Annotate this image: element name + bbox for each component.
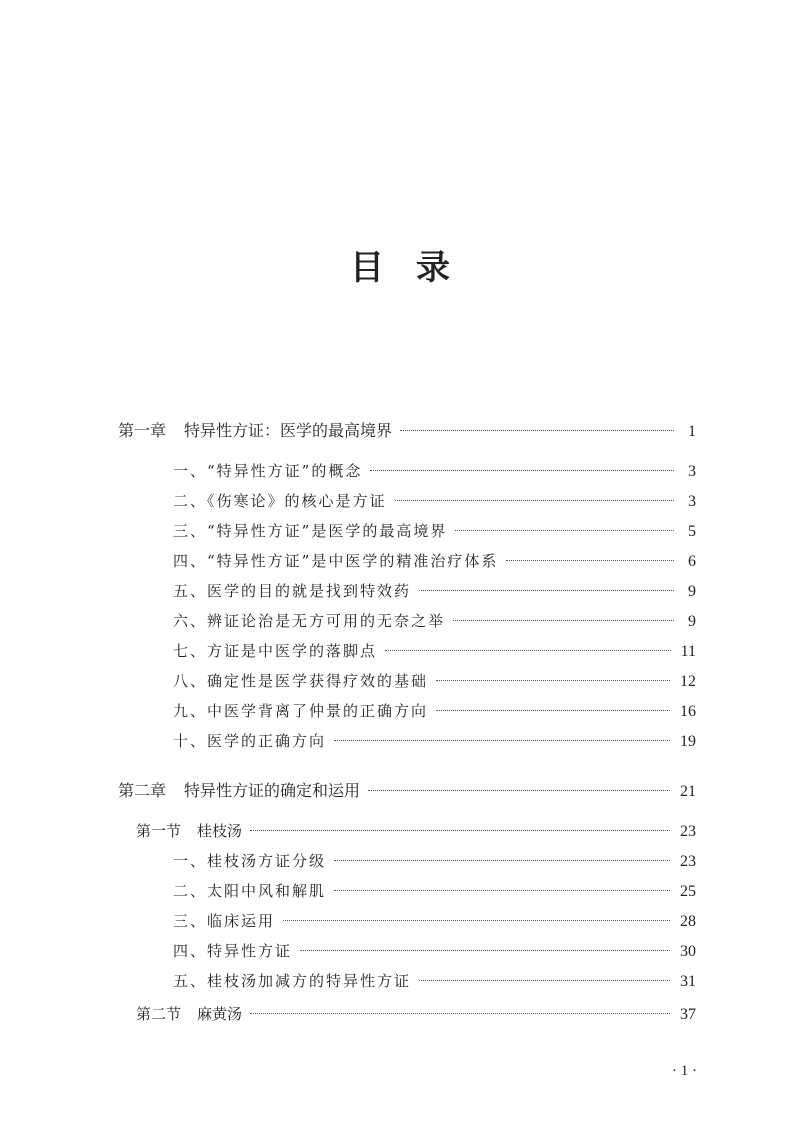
leader-dots	[334, 890, 670, 891]
leader-dots	[400, 430, 674, 431]
toc-item[interactable]	[118, 670, 696, 692]
item-title: 九、中医学背离了仲景的正确方向	[173, 702, 429, 720]
item-title: 十、医学的正确方向	[173, 732, 327, 750]
chapter-number: 第二章	[118, 781, 167, 800]
toc-item[interactable]	[118, 940, 696, 962]
section-number: 第一节	[136, 822, 182, 840]
toc-chapter-label	[118, 780, 368, 802]
leader-dots	[506, 560, 674, 561]
section-title: 麻黄汤	[197, 1005, 243, 1023]
item-title: 七、方证是中医学的落脚点	[173, 642, 378, 660]
leader-dots	[436, 710, 670, 711]
leader-dots	[300, 950, 670, 951]
toc-item[interactable]	[118, 640, 696, 662]
page-number: 3	[688, 493, 696, 510]
chapter-title: 特异性方证：医学的最高境界	[184, 421, 393, 440]
item-title: 一、“特异性方证”的概念	[173, 462, 363, 480]
item-title: 二、太阳中风和解肌	[173, 882, 327, 900]
page-number: 5	[688, 523, 696, 540]
toc-item[interactable]	[118, 850, 696, 872]
leader-dots	[368, 790, 670, 791]
leader-dots	[283, 920, 670, 921]
leader-dots	[385, 650, 671, 651]
leader-dots	[419, 980, 670, 981]
page-number: 3	[688, 463, 696, 480]
page-number: 6	[688, 553, 696, 570]
toc-chapter-label	[118, 420, 400, 442]
page-number: 30	[680, 943, 696, 960]
toc-item[interactable]	[118, 880, 696, 902]
page-number: 1	[688, 423, 696, 440]
leader-dots	[334, 860, 670, 861]
leader-dots	[455, 530, 674, 531]
leader-dots	[453, 620, 674, 621]
toc-item[interactable]	[118, 550, 696, 572]
page-number: 37	[680, 1006, 696, 1023]
title-char-2: 录	[416, 248, 482, 288]
item-title: 八、确定性是医学获得疗效的基础	[173, 672, 429, 690]
page-number: 19	[680, 733, 696, 750]
item-title: 一、桂枝汤方证分级	[173, 852, 327, 870]
page-number: 25	[680, 883, 696, 900]
page-number: 31	[680, 973, 696, 990]
toc-item[interactable]	[118, 910, 696, 932]
page-number: 11	[680, 643, 696, 660]
page-number: 12	[680, 673, 696, 690]
page-number: 23	[680, 853, 696, 870]
page-number: 21	[680, 783, 696, 800]
page-number: 28	[680, 913, 696, 930]
leader-dots	[395, 500, 674, 501]
toc-section-label	[118, 1003, 250, 1025]
toc-item[interactable]	[118, 520, 696, 542]
toc-item[interactable]	[118, 610, 696, 632]
leader-dots	[250, 830, 670, 831]
page-number: 9	[688, 613, 696, 630]
toc-item[interactable]	[118, 490, 696, 512]
item-title: 六、辨证论治是无方可用的无奈之举	[173, 612, 446, 630]
item-title: 四、特异性方证	[173, 942, 293, 960]
toc-chapter-1[interactable]	[118, 420, 696, 442]
item-title: 三、“特异性方证”是医学的最高境界	[173, 522, 448, 540]
toc-section-1[interactable]	[118, 820, 696, 842]
toc-item[interactable]	[118, 730, 696, 752]
item-title: 二、《伤寒论》的核心是方证	[173, 492, 387, 510]
toc-item[interactable]	[118, 970, 696, 992]
title-char-1: 目	[350, 248, 416, 288]
page-number: 16	[680, 703, 696, 720]
leader-dots	[436, 680, 670, 681]
page-number: 9	[688, 583, 696, 600]
chapter-number: 第一章	[118, 421, 167, 440]
item-title: 三、临床运用	[173, 912, 276, 930]
toc-section-label	[118, 820, 250, 842]
section-number: 第二节	[136, 1005, 182, 1023]
toc-item[interactable]	[118, 700, 696, 722]
item-title: 五、医学的目的就是找到特效药	[173, 582, 412, 600]
footer-page-number: · 1 ·	[672, 1063, 697, 1079]
item-title: 四、“特异性方证”是中医学的精准治疗体系	[173, 552, 499, 570]
leader-dots	[419, 590, 674, 591]
leader-dots	[334, 740, 670, 741]
section-title: 桂枝汤	[197, 822, 243, 840]
chapter-title: 特异性方证的确定和运用	[184, 781, 361, 800]
leader-dots	[250, 1013, 670, 1014]
toc-chapter-2[interactable]	[118, 780, 696, 802]
toc-item[interactable]	[118, 460, 696, 482]
page-title	[0, 240, 800, 289]
toc-section-2[interactable]	[118, 1003, 696, 1025]
leader-dots	[370, 470, 674, 471]
page-number: 23	[680, 823, 696, 840]
item-title: 五、桂枝汤加减方的特异性方证	[173, 972, 412, 990]
toc-item[interactable]	[118, 580, 696, 602]
